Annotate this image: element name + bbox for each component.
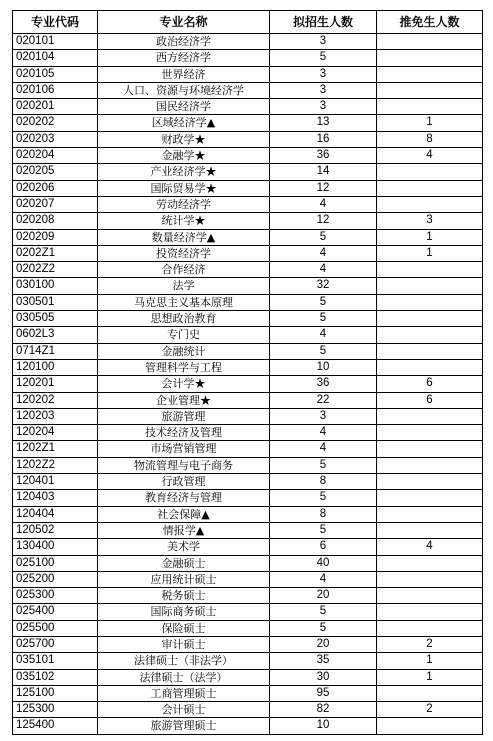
cell-exempt — [377, 620, 483, 636]
table-row — [13, 506, 483, 522]
cell-exempt: 3 — [377, 213, 483, 229]
table-row — [13, 425, 483, 441]
cell-code: 025500 — [13, 620, 98, 636]
header-code: 专业代码 — [13, 11, 98, 34]
cell-code: 125300 — [13, 702, 98, 718]
cell-exempt — [377, 164, 483, 180]
table-row — [13, 441, 483, 457]
cell-exempt — [377, 490, 483, 506]
table-row — [13, 245, 483, 261]
cell-exempt — [377, 457, 483, 473]
cell-exempt — [377, 99, 483, 115]
cell-name: 旅游管理硕士 — [98, 718, 270, 734]
header-name: 专业名称 — [98, 11, 270, 34]
cell-code: 120202 — [13, 392, 98, 408]
cell-name: 管理科学与工程 — [98, 359, 270, 375]
cell-code: 125100 — [13, 685, 98, 701]
table-row — [13, 539, 483, 555]
table-row — [13, 571, 483, 587]
cell-exempt — [377, 408, 483, 424]
table-row — [13, 196, 483, 212]
cell-enroll: 20 — [270, 636, 377, 652]
cell-name: 行政管理 — [98, 474, 270, 490]
cell-name: 旅游管理 — [98, 408, 270, 424]
table-row — [13, 213, 483, 229]
cell-exempt — [377, 571, 483, 587]
cell-code: 1202Z2 — [13, 457, 98, 473]
table-row — [13, 50, 483, 66]
cell-code: 035102 — [13, 669, 98, 685]
cell-exempt — [377, 34, 483, 50]
cell-enroll: 12 — [270, 213, 377, 229]
cell-name: 税务硕士 — [98, 588, 270, 604]
table-row — [13, 229, 483, 245]
cell-exempt: 1 — [377, 245, 483, 261]
table-row — [13, 685, 483, 701]
cell-exempt — [377, 474, 483, 490]
cell-enroll: 8 — [270, 506, 377, 522]
table-row — [13, 278, 483, 294]
table-row — [13, 34, 483, 50]
cell-enroll: 4 — [270, 327, 377, 343]
cell-exempt — [377, 359, 483, 375]
table-row — [13, 343, 483, 359]
cell-exempt: 1 — [377, 115, 483, 131]
cell-name: 社会保障▲ — [98, 506, 270, 522]
table-row — [13, 653, 483, 669]
cell-enroll: 4 — [270, 196, 377, 212]
cell-code: 025700 — [13, 636, 98, 652]
table-row — [13, 490, 483, 506]
cell-name: 政治经济学 — [98, 34, 270, 50]
cell-enroll: 14 — [270, 164, 377, 180]
cell-code: 020106 — [13, 82, 98, 98]
cell-enroll: 95 — [270, 685, 377, 701]
cell-enroll: 5 — [270, 620, 377, 636]
cell-name: 思想政治教育 — [98, 311, 270, 327]
header-exempt: 推免生人数 — [377, 11, 483, 34]
cell-exempt: 4 — [377, 539, 483, 555]
cell-enroll: 30 — [270, 669, 377, 685]
cell-enroll: 5 — [270, 522, 377, 538]
table-row — [13, 408, 483, 424]
cell-name: 技术经济及管理 — [98, 425, 270, 441]
cell-name: 世界经济 — [98, 66, 270, 82]
cell-enroll: 20 — [270, 588, 377, 604]
cell-name: 法律硕士（法学） — [98, 669, 270, 685]
cell-code: 025100 — [13, 555, 98, 571]
table-row — [13, 376, 483, 392]
cell-code: 120203 — [13, 408, 98, 424]
cell-name: 审计硕士 — [98, 636, 270, 652]
cell-enroll: 36 — [270, 376, 377, 392]
cell-name: 区域经济学▲ — [98, 115, 270, 131]
cell-code: 020208 — [13, 213, 98, 229]
cell-enroll: 13 — [270, 115, 377, 131]
header-row — [13, 11, 483, 34]
cell-name: 金融硕士 — [98, 555, 270, 571]
cell-exempt: 6 — [377, 376, 483, 392]
cell-code: 120204 — [13, 425, 98, 441]
cell-enroll: 4 — [270, 571, 377, 587]
header-enroll: 拟招生人数 — [270, 11, 377, 34]
cell-name: 保险硕士 — [98, 620, 270, 636]
cell-exempt — [377, 441, 483, 457]
cell-exempt — [377, 327, 483, 343]
cell-code: 120100 — [13, 359, 98, 375]
cell-code: 020204 — [13, 148, 98, 164]
cell-code: 025200 — [13, 571, 98, 587]
cell-code: 020206 — [13, 180, 98, 196]
table-row — [13, 164, 483, 180]
cell-enroll: 3 — [270, 82, 377, 98]
cell-code: 130400 — [13, 539, 98, 555]
cell-name: 财政学★ — [98, 131, 270, 147]
cell-code: 120502 — [13, 522, 98, 538]
cell-code: 125400 — [13, 718, 98, 734]
cell-exempt — [377, 506, 483, 522]
cell-code: 025400 — [13, 604, 98, 620]
table-row — [13, 555, 483, 571]
cell-name: 合作经济 — [98, 262, 270, 278]
cell-code: 1202Z1 — [13, 441, 98, 457]
cell-exempt: 8 — [377, 131, 483, 147]
cell-name: 法学 — [98, 278, 270, 294]
cell-enroll: 3 — [270, 66, 377, 82]
cell-exempt — [377, 425, 483, 441]
cell-code: 020205 — [13, 164, 98, 180]
table-row — [13, 604, 483, 620]
cell-exempt — [377, 604, 483, 620]
table-row — [13, 359, 483, 375]
cell-code: 020105 — [13, 66, 98, 82]
cell-enroll: 5 — [270, 343, 377, 359]
cell-code: 0602L3 — [13, 327, 98, 343]
table-row — [13, 702, 483, 718]
table-row — [13, 99, 483, 115]
cell-name: 统计学★ — [98, 213, 270, 229]
cell-enroll: 22 — [270, 392, 377, 408]
cell-name: 人口、资源与环境经济学 — [98, 82, 270, 98]
table-row — [13, 262, 483, 278]
cell-enroll: 10 — [270, 718, 377, 734]
cell-exempt: 6 — [377, 392, 483, 408]
cell-code: 120401 — [13, 474, 98, 490]
cell-exempt — [377, 294, 483, 310]
cell-name: 产业经济学★ — [98, 164, 270, 180]
cell-enroll: 3 — [270, 34, 377, 50]
cell-enroll: 5 — [270, 311, 377, 327]
cell-name: 国际贸易学★ — [98, 180, 270, 196]
table-row — [13, 66, 483, 82]
table-row — [13, 131, 483, 147]
table-row — [13, 620, 483, 636]
cell-exempt — [377, 180, 483, 196]
cell-name: 投资经济学 — [98, 245, 270, 261]
cell-name: 法律硕士（非法学） — [98, 653, 270, 669]
cell-code: 030505 — [13, 311, 98, 327]
cell-enroll: 4 — [270, 425, 377, 441]
cell-exempt — [377, 82, 483, 98]
cell-code: 020203 — [13, 131, 98, 147]
cell-enroll: 5 — [270, 490, 377, 506]
cell-code: 0202Z1 — [13, 245, 98, 261]
cell-code: 020201 — [13, 99, 98, 115]
cell-name: 金融统计 — [98, 343, 270, 359]
table-row — [13, 457, 483, 473]
cell-exempt: 4 — [377, 148, 483, 164]
table-row — [13, 311, 483, 327]
table-row — [13, 636, 483, 652]
cell-exempt: 1 — [377, 229, 483, 245]
cell-code: 025300 — [13, 588, 98, 604]
cell-enroll: 6 — [270, 539, 377, 555]
table-row — [13, 718, 483, 734]
cell-code: 020104 — [13, 50, 98, 66]
cell-name: 国际商务硕士 — [98, 604, 270, 620]
table-row — [13, 148, 483, 164]
cell-enroll: 5 — [270, 229, 377, 245]
cell-exempt: 2 — [377, 702, 483, 718]
cell-name: 会计硕士 — [98, 702, 270, 718]
cell-code: 120404 — [13, 506, 98, 522]
cell-enroll: 3 — [270, 408, 377, 424]
cell-enroll: 35 — [270, 653, 377, 669]
cell-code: 0202Z2 — [13, 262, 98, 278]
table-row — [13, 327, 483, 343]
table-body — [13, 34, 483, 735]
cell-code: 020202 — [13, 115, 98, 131]
cell-enroll: 40 — [270, 555, 377, 571]
cell-enroll: 3 — [270, 99, 377, 115]
cell-enroll: 4 — [270, 441, 377, 457]
cell-name: 物流管理与电子商务 — [98, 457, 270, 473]
cell-exempt — [377, 50, 483, 66]
cell-exempt — [377, 718, 483, 734]
cell-name: 数量经济学▲ — [98, 229, 270, 245]
cell-enroll: 16 — [270, 131, 377, 147]
cell-enroll: 4 — [270, 262, 377, 278]
cell-name: 劳动经济学 — [98, 196, 270, 212]
cell-code: 035101 — [13, 653, 98, 669]
cell-name: 马克思主义基本原理 — [98, 294, 270, 310]
cell-enroll: 5 — [270, 50, 377, 66]
cell-code: 020101 — [13, 34, 98, 50]
cell-enroll: 4 — [270, 245, 377, 261]
cell-code: 030100 — [13, 278, 98, 294]
cell-name: 专门史 — [98, 327, 270, 343]
table-row — [13, 392, 483, 408]
cell-enroll: 12 — [270, 180, 377, 196]
cell-name: 企业管理★ — [98, 392, 270, 408]
cell-code: 0714Z1 — [13, 343, 98, 359]
table-row — [13, 294, 483, 310]
cell-enroll: 10 — [270, 359, 377, 375]
cell-exempt — [377, 555, 483, 571]
cell-code: 020207 — [13, 196, 98, 212]
cell-enroll: 32 — [270, 278, 377, 294]
cell-name: 市场营销管理 — [98, 441, 270, 457]
cell-code: 020209 — [13, 229, 98, 245]
cell-exempt — [377, 196, 483, 212]
cell-exempt — [377, 278, 483, 294]
cell-exempt: 1 — [377, 669, 483, 685]
cell-exempt — [377, 588, 483, 604]
cell-exempt: 1 — [377, 653, 483, 669]
cell-exempt — [377, 66, 483, 82]
cell-name: 金融学★ — [98, 148, 270, 164]
cell-exempt — [377, 685, 483, 701]
cell-enroll: 5 — [270, 604, 377, 620]
cell-exempt — [377, 343, 483, 359]
cell-code: 030501 — [13, 294, 98, 310]
cell-name: 应用统计硕士 — [98, 571, 270, 587]
table-row — [13, 522, 483, 538]
cell-exempt: 2 — [377, 636, 483, 652]
cell-enroll: 5 — [270, 457, 377, 473]
enrollment-table — [12, 10, 483, 735]
cell-code: 120201 — [13, 376, 98, 392]
cell-enroll: 5 — [270, 294, 377, 310]
cell-exempt — [377, 311, 483, 327]
table-row — [13, 82, 483, 98]
cell-enroll: 82 — [270, 702, 377, 718]
table-row — [13, 180, 483, 196]
cell-name: 国民经济学 — [98, 99, 270, 115]
cell-name: 教育经济与管理 — [98, 490, 270, 506]
cell-enroll: 8 — [270, 474, 377, 490]
table-row — [13, 588, 483, 604]
table-row — [13, 474, 483, 490]
cell-name: 美术学 — [98, 539, 270, 555]
cell-name: 情报学▲ — [98, 522, 270, 538]
cell-code: 120403 — [13, 490, 98, 506]
cell-name: 西方经济学 — [98, 50, 270, 66]
table-row — [13, 669, 483, 685]
cell-enroll: 36 — [270, 148, 377, 164]
cell-exempt — [377, 522, 483, 538]
cell-name: 会计学★ — [98, 376, 270, 392]
table-row — [13, 115, 483, 131]
cell-name: 工商管理硕士 — [98, 685, 270, 701]
cell-exempt — [377, 262, 483, 278]
table-header — [13, 11, 483, 34]
